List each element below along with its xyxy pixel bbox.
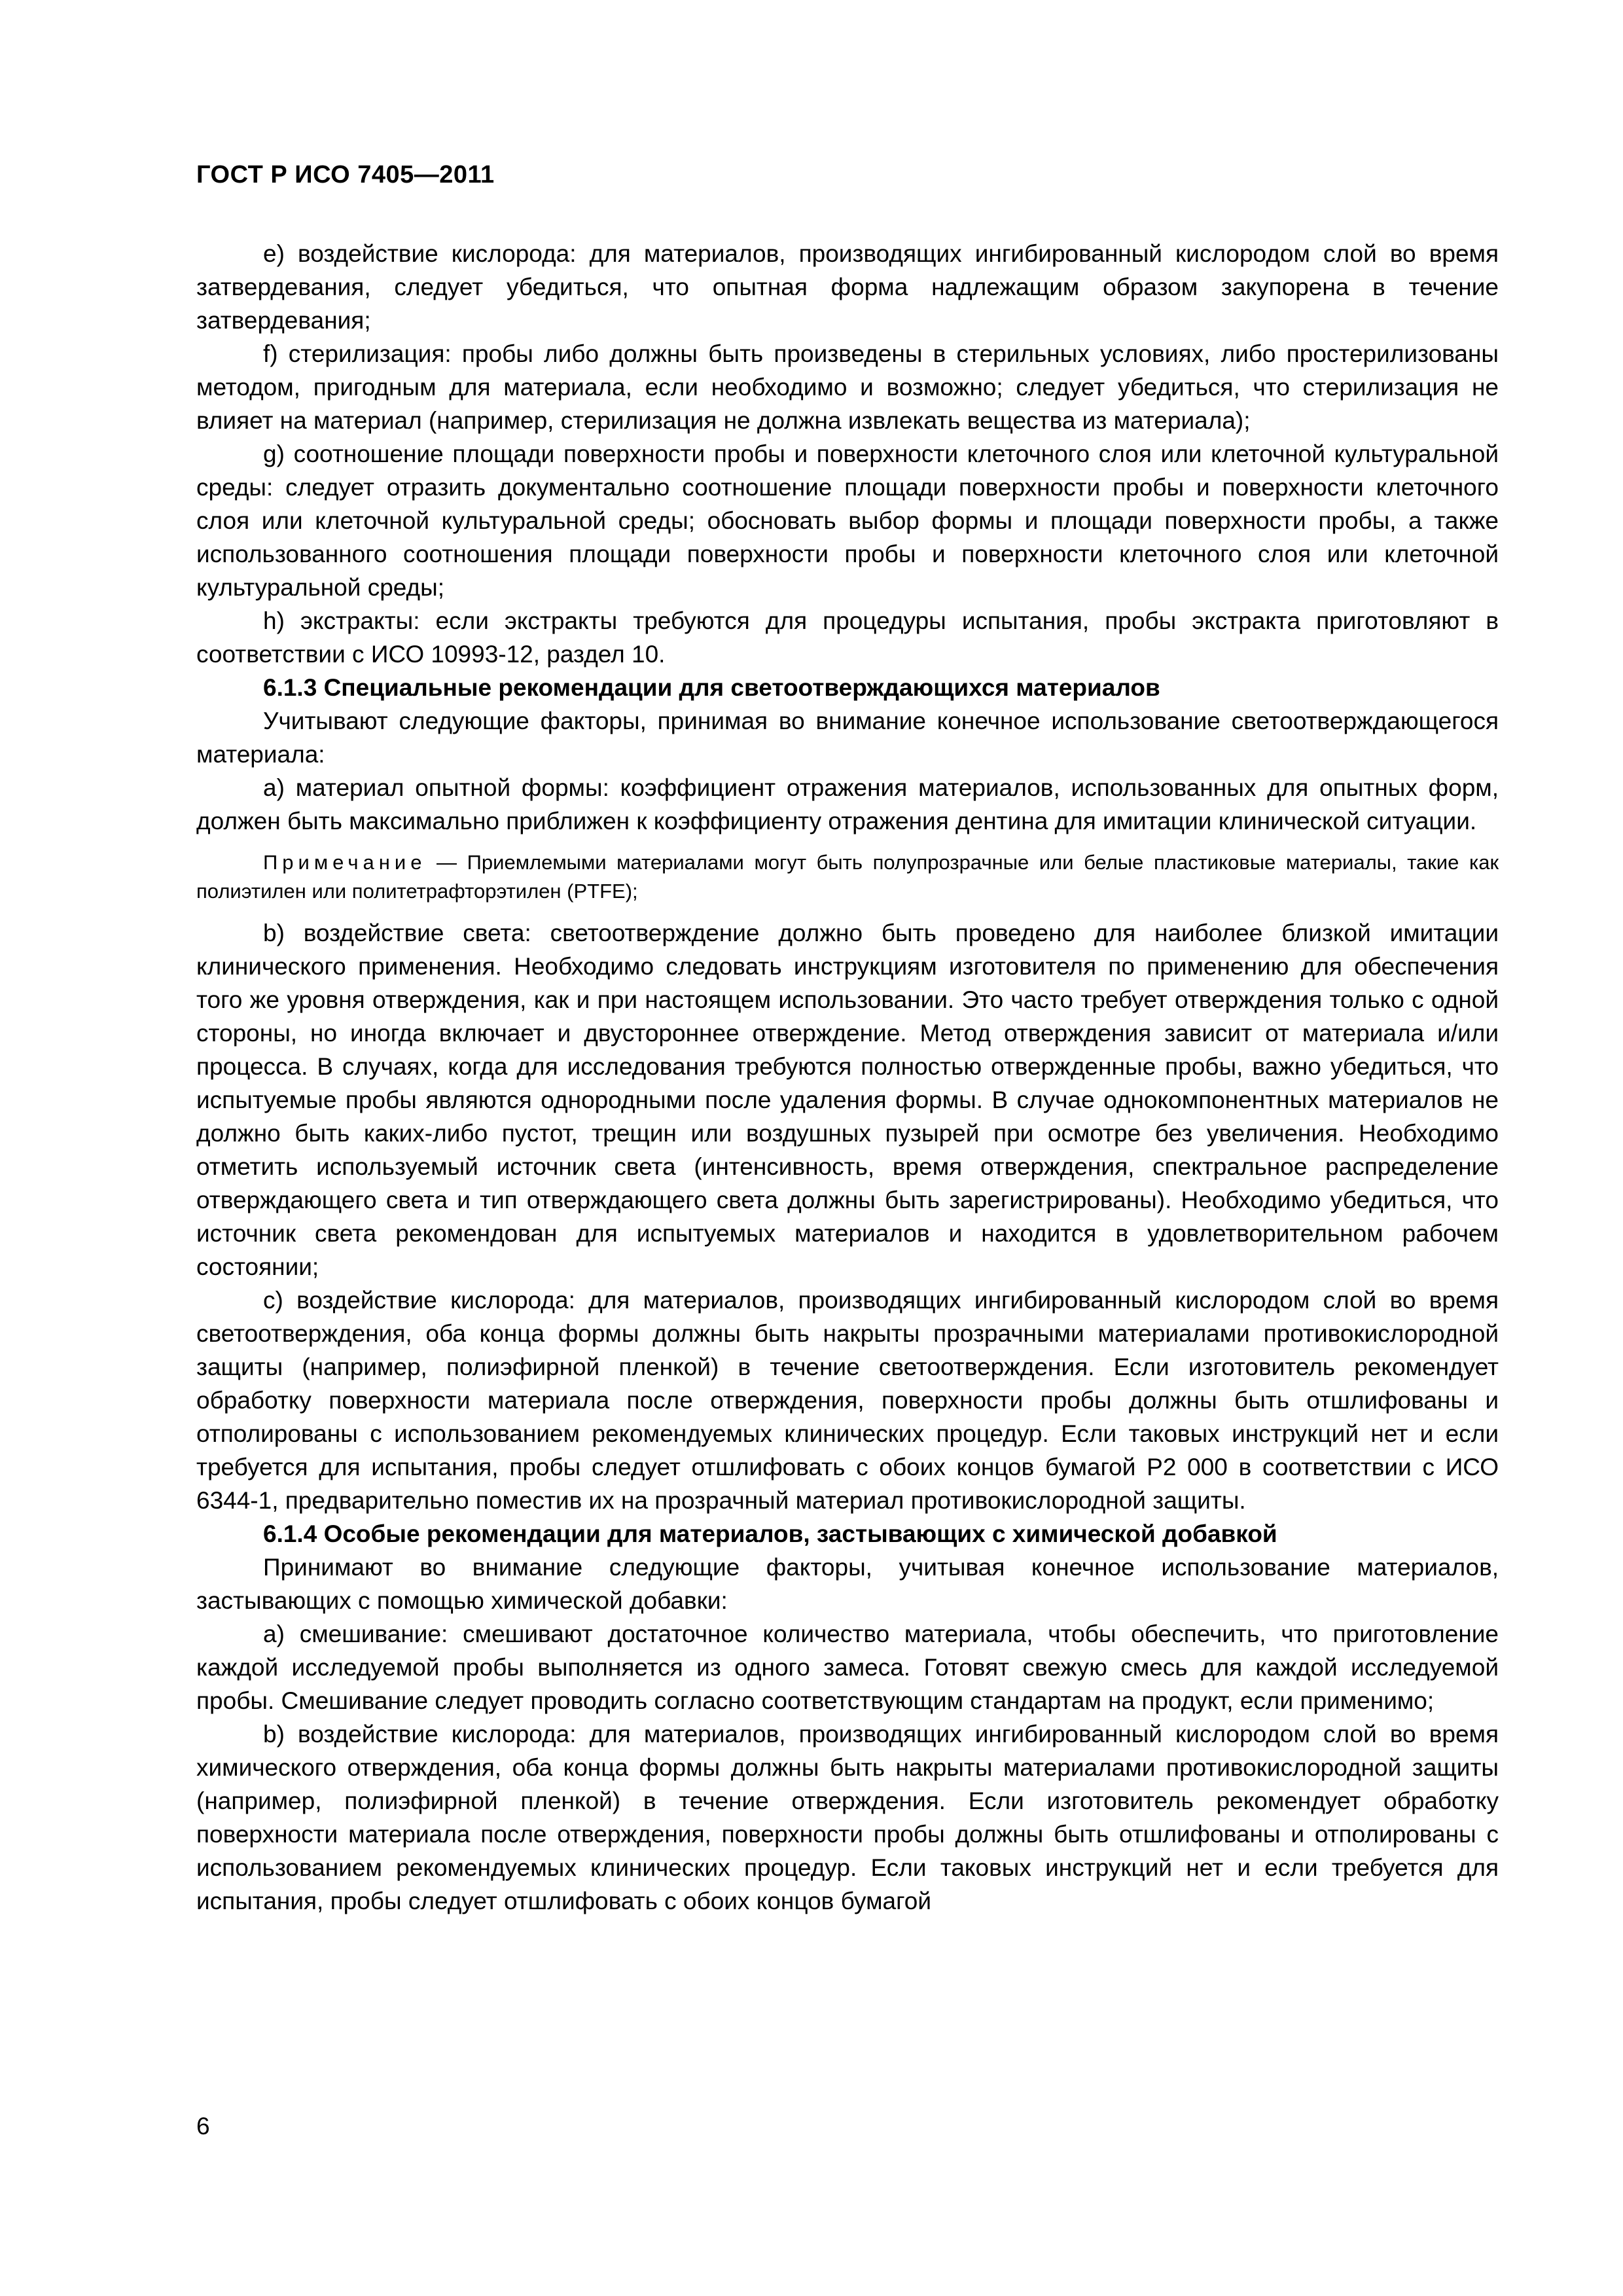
list-item-6-1-4-a: a) смешивание: смешивают достаточное количество материала, чтобы обеспечить, что приготовление каждой исследуемой пробы выполняется из одного замеса. Готовят свежую смесь для каждой исследуемой пробы. Смешивание следует проводить согласно соответствующим стандартам на продукт, если применимо; (196, 1621, 1499, 1714)
section-intro-6-1-4: Принимают во внимание следующие факторы, учитывая конечное использование материалов, застывающих с помощью химической добавки: (196, 1554, 1499, 1614)
list-item-6-1-3-b: b) воздействие света: светоотверждение должно быть проведено для наиболее близкой имитации клинического применения. Необходимо следовать инструкциям изготовителя по применению для обеспечения того же уровня отверждения, как и при настоящем использовании. Это часто требует отверждения только с одной стороны, но иногда включает и двустороннее отверждение. Метод отверждения зависит от материала и/или процесса. В случаях, когда для исследования требуются полностью отвержденные пробы, важно убедиться, что испытуемые пробы являются однородными после удаления формы. В случае однокомпонентных материалов не должно быть каких-либо пустот, трещин или воздушных пузырей при осмотре без увеличения. Необходимо отметить используемый источник света (интенсивность, время отверждения, спектральное распределение отверждающего света и тип отверждающего света должны быть зарегистрированы). Необходимо убедиться, что источник света рекомендован для испытуемых материалов и находится в удовлетворительном рабочем состоянии; (196, 920, 1499, 1280)
list-item-6-1-3-c: c) воздействие кислорода: для материалов, производящих ингибированный кислородом слой во время светоотверждения, оба конца формы должны быть накрыты прозрачными материалами противокислородной защиты (например, полиэфирной пленкой) в течение светоотверждения. Если изготовитель рекомендует обработку поверхности материала после отверждения, поверхности пробы должны быть отшлифованы и отполированы с использованием рекомендуемых клинических процедур. Если таковых инструкций нет и если требуется для испытания, пробы следует отшлифовать с обоих концов бумагой Р2 000 в соответствии с ИСО 6344-1, предварительно поместив их на прозрачный материал противокислородной защиты. (196, 1287, 1499, 1514)
page-number: 6 (196, 2113, 210, 2140)
list-item-6-1-3-a: a) материал опытной формы: коэффициент отражения материалов, использованных для опытных форм, должен быть максимально приближен к коэффициенту отражения дентина для имитации клинической ситуации. (196, 774, 1499, 834)
document-body (196, 237, 1499, 1918)
list-item-f: f) стерилизация: пробы либо должны быть произведены в стерильных условиях, либо простерилизованы методом, пригодным для материала, если необходимо и возможно; следует убедиться, что стерилизация не влияет на материал (например, стерилизация не должна извлекать вещества из материала); (196, 340, 1499, 434)
list-item-g: g) соотношение площади поверхности пробы и поверхности клеточного слоя или клеточной культуральной среды: следует отразить документально соотношение площади поверхности пробы и поверхности клеточного слоя или клеточной культуральной среды; обосновать выбор формы и площади поверхности пробы, а также использованного соотношения площади поверхности пробы и поверхности клеточного слоя или клеточной культуральной среды; (196, 440, 1499, 601)
list-item-e: e) воздействие кислорода: для материалов, производящих ингибированный кислородом слой во время затвердевания, следует убедиться, что опытная форма надлежащим образом закупорена в течение затвердевания; (196, 240, 1499, 334)
note (196, 848, 1499, 906)
section-intro-6-1-3: Учитывают следующие факторы, принимая во внимание конечное использование светоотверждающегося материала: (196, 708, 1499, 768)
list-item-h: h) экстракты: если экстракты требуются для процедуры испытания, пробы экстракта приготовляют в соответствии с ИСО 10993-12, раздел 10. (196, 607, 1499, 668)
note-label: Примечание (263, 851, 427, 874)
section-heading-6-1-3: 6.1.3 Специальные рекомендации для светоотверждающихся материалов (263, 674, 1160, 701)
section-heading-6-1-4: 6.1.4 Особые рекомендации для материалов, застывающих с химической добавкой (263, 1520, 1277, 1547)
list-item-6-1-4-b: b) воздействие кислорода: для материалов, производящих ингибированный кислородом слой во время химического отверждения, оба конца формы должны быть накрыты материалами противокислородной защиты (например, полиэфирной пленкой) в течение отверждения. Если изготовитель рекомендует обработку поверхности материала после отверждения, поверхности пробы должны быть отшлифованы и отполированы с использованием рекомендуемых клинических процедур. Если таковых инструкций нет и если требуется для испытания, пробы следует отшлифовать с обоих концов бумагой (196, 1721, 1499, 1914)
document-header: ГОСТ Р ИСО 7405—2011 (196, 161, 495, 188)
note-text: — Приемлемыми материалами могут быть полупрозрачные или белые пластиковые материалы, такие как полиэтилен или политетрафторэтилен (PTFE); (196, 851, 1499, 903)
